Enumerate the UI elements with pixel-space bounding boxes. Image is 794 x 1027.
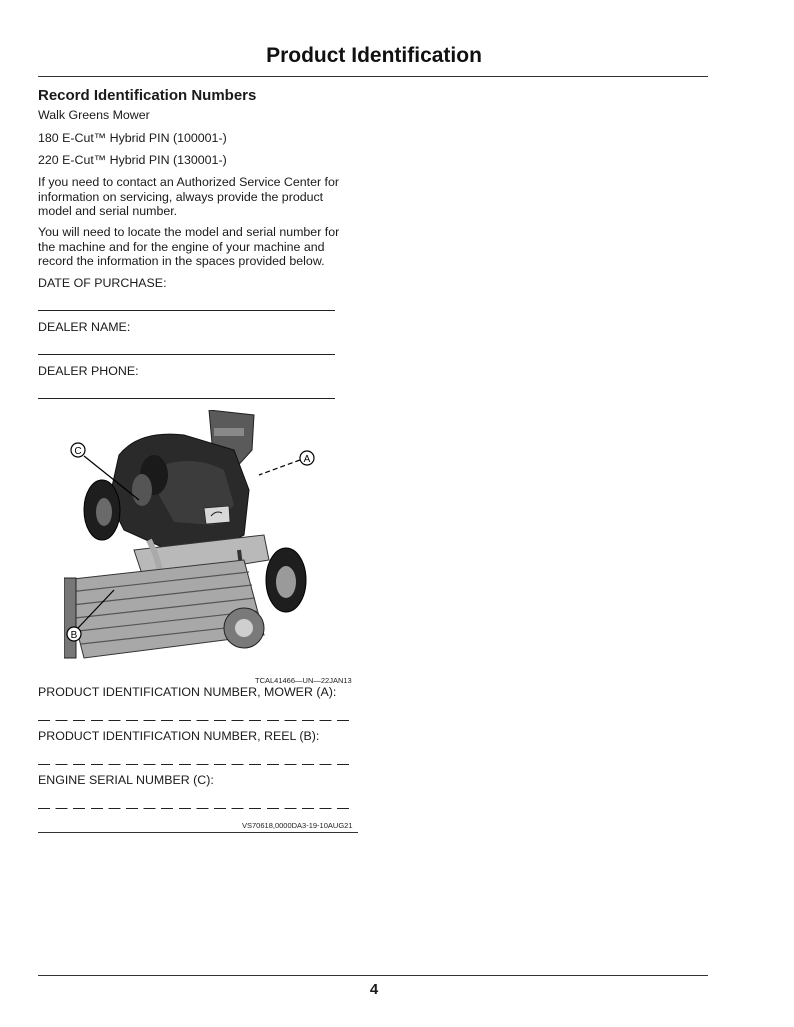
page-title: Product Identification (266, 44, 482, 67)
paragraph-contact-service (38, 175, 362, 219)
dealer-phone-blank[interactable] (38, 398, 335, 399)
date-of-purchase-label: DATE OF PURCHASE: (38, 276, 167, 290)
document-code: VS70618,0000DA3-19-10AUG21 (242, 821, 353, 830)
title-rule (38, 76, 708, 77)
figure-caption: TCAL41466—UN—22JAN13 (255, 676, 352, 685)
product-subtitle: Walk Greens Mower (38, 108, 150, 122)
pin-mower-label: PRODUCT IDENTIFICATION NUMBER, MOWER (A): (38, 685, 337, 699)
paragraph-line: the machine and for the engine of your machine and (38, 239, 325, 254)
callout-a: A (303, 454, 311, 465)
paragraph-line: record the information in the spaces provided below. (38, 254, 325, 269)
footer-rule (38, 975, 708, 976)
paragraph-locate-serial (38, 225, 362, 269)
pin-reel-label: PRODUCT IDENTIFICATION NUMBER, REEL (B): (38, 729, 320, 743)
model-line-180: 180 E-Cut™ Hybrid PIN (100001-) (38, 131, 227, 145)
dealer-name-label: DEALER NAME: (38, 320, 131, 334)
page-number: 4 (369, 981, 379, 998)
mower-figure (64, 410, 320, 672)
paragraph-line: If you need to contact an Authorized Service Center for (38, 175, 339, 189)
paragraph-line: You will need to locate the model and serial number for (38, 225, 340, 239)
callout-c: C (74, 446, 82, 457)
section-end-rule (38, 832, 358, 833)
dealer-name-blank[interactable] (38, 354, 335, 355)
engine-serial-label: ENGINE SERIAL NUMBER (C): (38, 773, 214, 787)
pin-mower-blank[interactable] (38, 720, 355, 721)
engine-serial-blank[interactable] (38, 808, 355, 809)
callout-b: B (70, 630, 78, 641)
paragraph-line: model and serial number. (38, 204, 178, 219)
date-of-purchase-blank[interactable] (38, 310, 335, 311)
pin-reel-blank[interactable] (38, 764, 355, 765)
section-title: Record Identification Numbers (38, 87, 257, 104)
dealer-phone-label: DEALER PHONE: (38, 364, 139, 378)
model-line-220: 220 E-Cut™ Hybrid PIN (130001-) (38, 153, 227, 167)
paragraph-line: information on servicing, always provide the product (38, 189, 324, 204)
